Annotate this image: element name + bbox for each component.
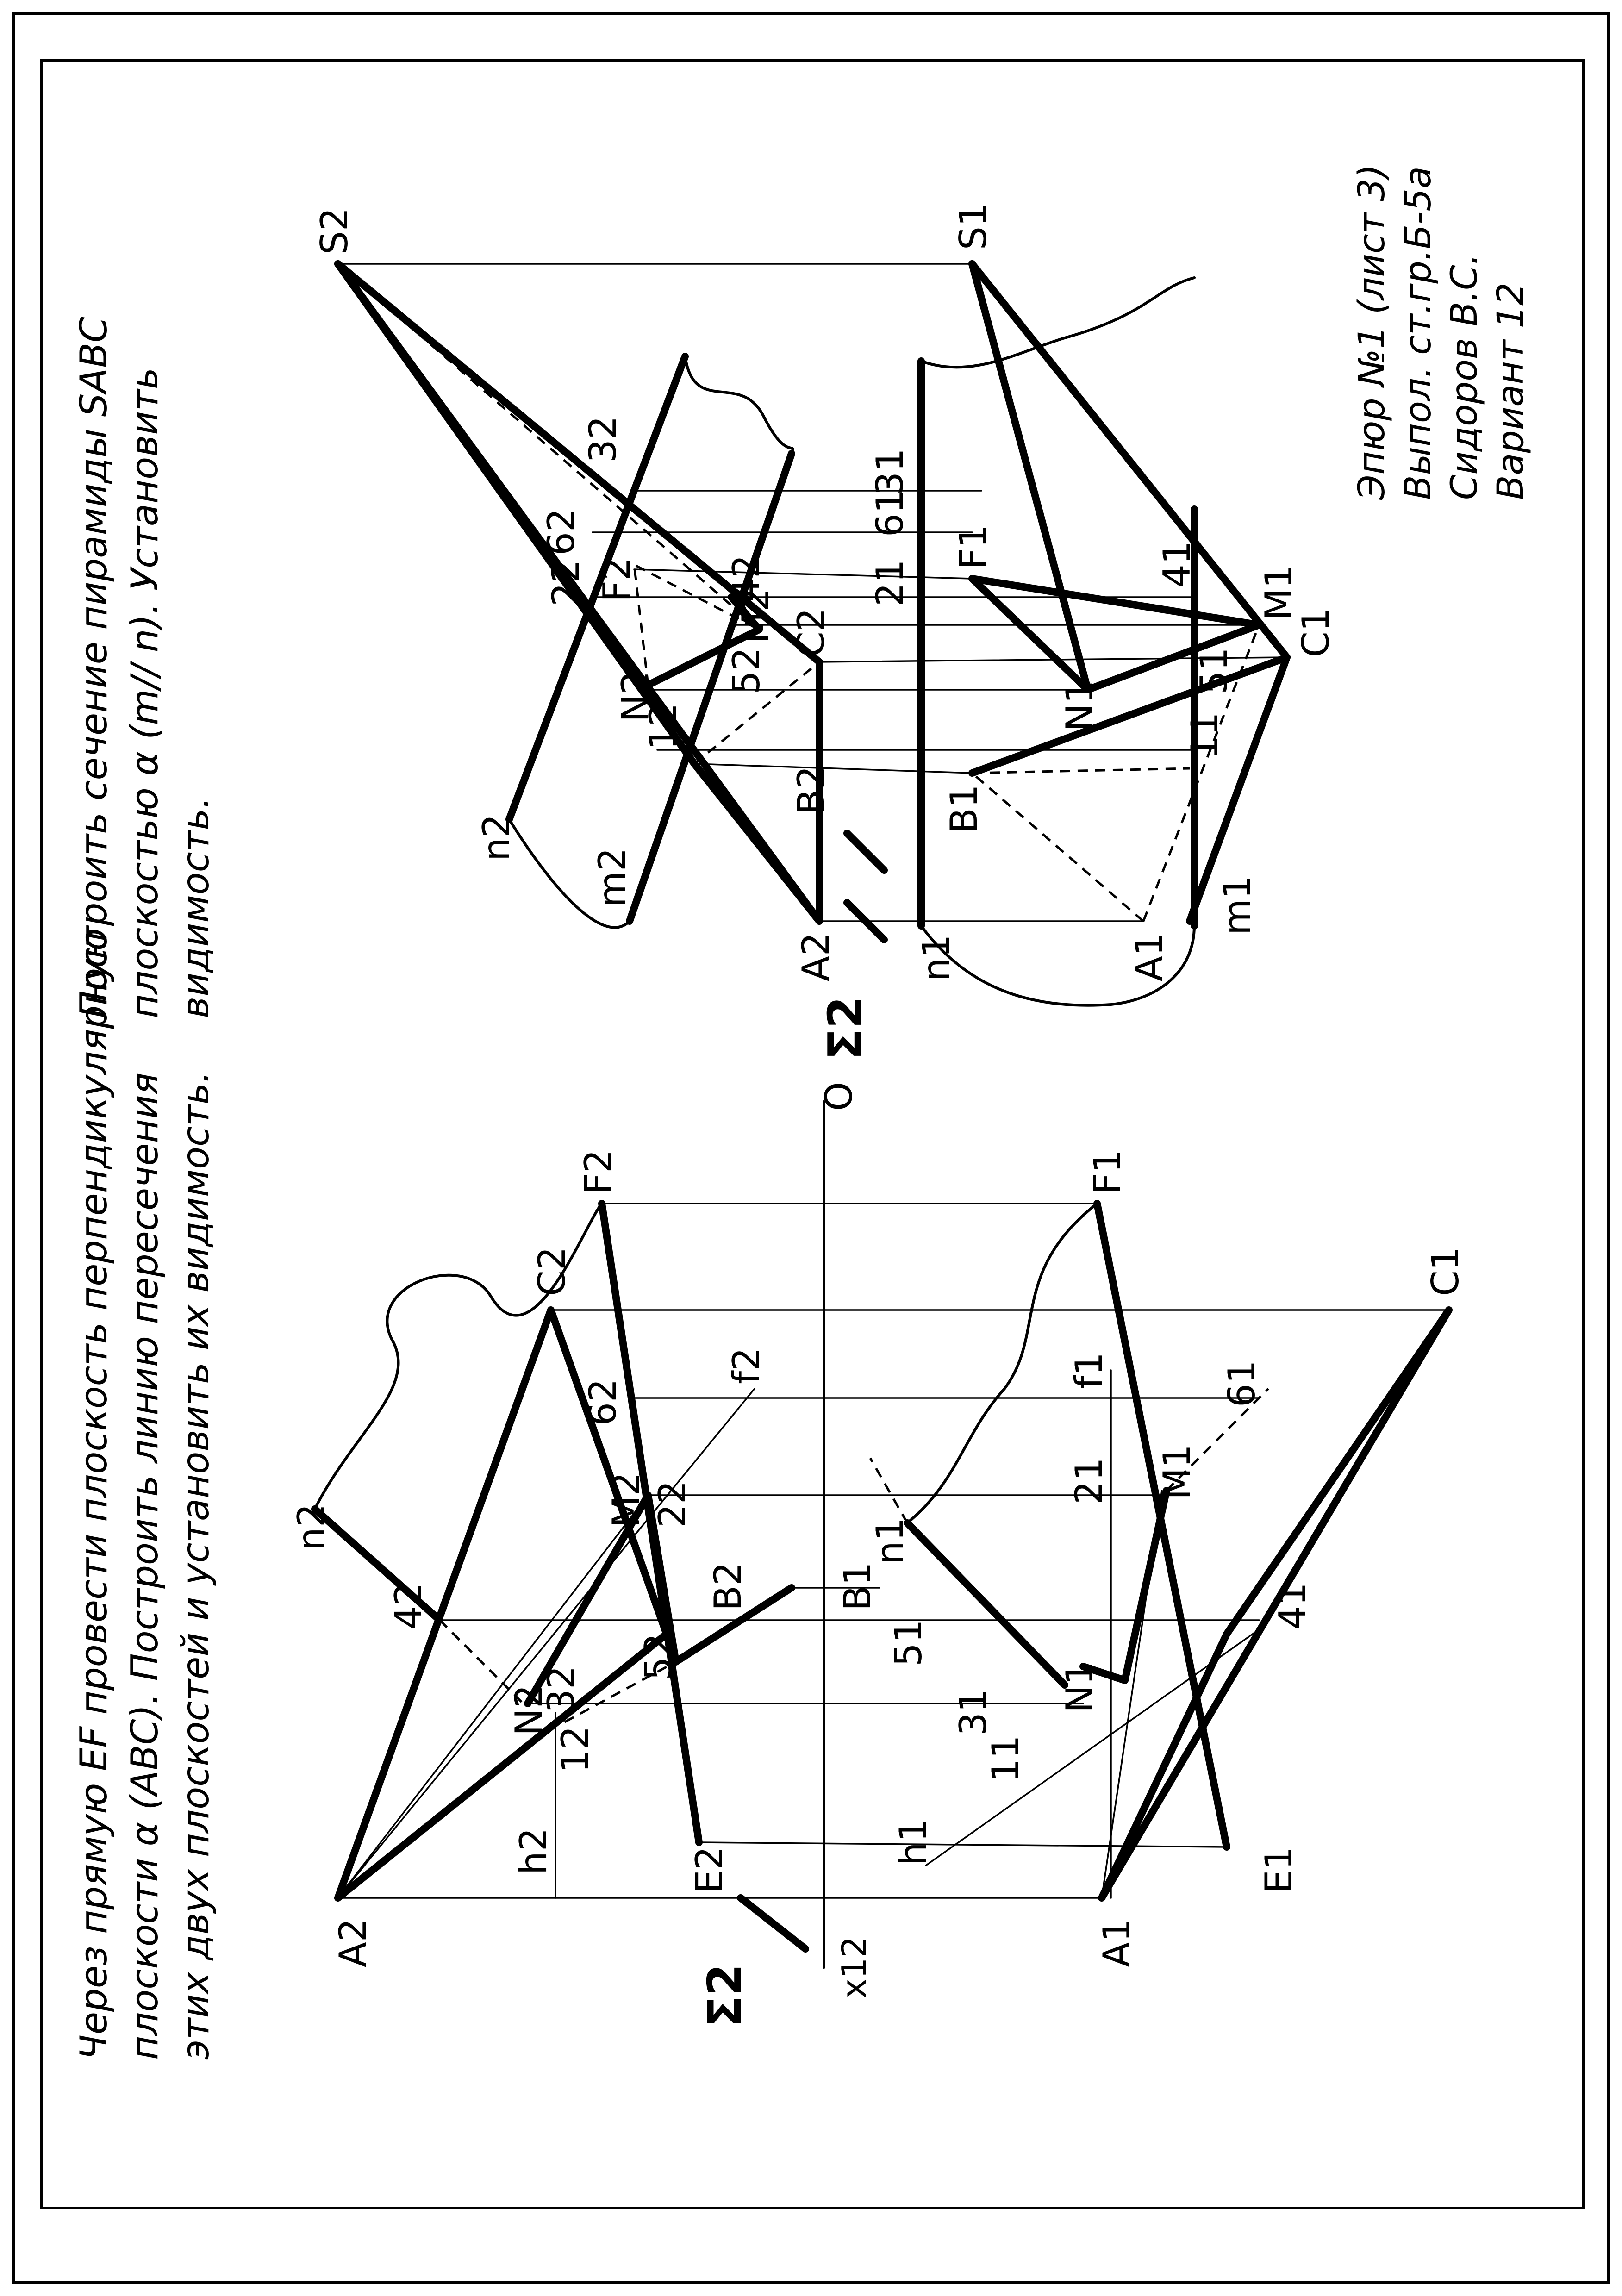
pyramid-top-bc-dash [972,768,1190,773]
label-F1: F1 [1086,1149,1129,1194]
label-B2-r: B2 [790,766,833,815]
stamp-line3: Сидоров В.С. [1444,253,1485,500]
label-p11-r: 11 [1183,712,1226,759]
label-p61: 61 [1220,1360,1263,1407]
label-C1-r: C1 [1294,608,1337,657]
label-N2: N2 [507,1685,550,1736]
label-B1: B1 [836,1562,879,1611]
line-n1 [907,1523,1065,1685]
label-m1-r: m1 [1216,875,1259,935]
label-F1-r: F1 [952,524,995,569]
label-C2: C2 [530,1247,574,1296]
task-left-line2: плоскости α (ABC). Построить линию пересечения [123,1073,166,2060]
stamp-line1: Эпюр №1 (лист 3) [1351,164,1393,500]
label-p12: 12 [554,1726,597,1773]
label-A2: A2 [331,1918,374,1967]
task-right-line3: видимость. [174,797,217,1018]
plane-curve-right-top-2 [921,278,1194,367]
pyramid-top-ab-dash [972,773,1143,921]
label-sigma-r: Σ2 [818,996,872,1060]
label-m2-r: m2 [591,848,634,907]
label-E2: E2 [688,1846,731,1893]
label-A2-r: A2 [794,932,837,981]
label-n2: n2 [290,1504,333,1551]
label-S2: S2 [313,207,356,255]
task-right-text [72,317,217,1018]
task-left-text [72,928,217,2060]
label-p61-r: 61 [868,490,911,537]
label-E1: E1 [1257,1846,1300,1893]
label-N1-r: N1 [1058,680,1101,731]
label-p21-r: 21 [868,559,911,606]
label-f2: f2 [725,1347,768,1384]
label-x12: x12 [835,1936,873,1999]
problem-1-drawing [290,1082,1467,2028]
label-N2-r: N2 [614,671,657,722]
task-left-line3: этих двух плоскостей и установить их видимость. [174,1071,217,2060]
label-p11: 11 [984,1735,1027,1782]
link-b-r [694,764,972,773]
task-left-line1: Через прямую EF провести плоскость перпендикулярную [72,928,115,2060]
label-p52-r: 52 [725,647,768,694]
label-B1-r: B1 [942,784,986,833]
label-p42: 42 [387,1582,430,1629]
pyramid-top-outline [972,264,1287,773]
label-p41-r: 41 [1155,541,1198,588]
pyramid-top-sa [972,264,1088,690]
label-S1: S1 [952,203,995,250]
sigma-trace [741,1898,805,1949]
line-dash-top [870,1458,907,1523]
problem-2-drawing [313,203,1337,1060]
link-e [699,1842,1227,1847]
label-M2: M2 [605,1472,648,1528]
label-p42-r: 42 [725,555,768,602]
label-p51-r: 51 [1192,647,1235,694]
label-F2: F2 [577,1149,620,1194]
label-A1: A1 [1095,1918,1138,1967]
label-B2: B2 [706,1562,749,1611]
label-C2-r: C2 [790,608,833,657]
stamp-line2: Выпол. ст.гр.Б-5а [1397,166,1439,500]
label-n1-r: n1 [915,934,958,981]
label-p31: 31 [952,1689,995,1736]
label-sigma: Σ2 [698,1964,752,2028]
task-right-line1: Построить сечение пирамиды SABC [72,317,115,1018]
label-p22-r: 22 [544,559,587,606]
stamp-line4: Вариант 12 [1490,282,1532,500]
label-p41: 41 [1271,1582,1314,1629]
label-origin: O [817,1082,861,1111]
label-p51: 51 [887,1619,930,1666]
section-line-top [1083,1491,1167,1680]
label-p31-r: 31 [868,448,911,495]
task-right-line2: плоскостью α (m// n). Установить [123,367,166,1018]
label-n2-r: n2 [475,814,518,861]
label-f1: f1 [1067,1352,1110,1389]
plane-curve-right-front-2 [685,356,793,454]
label-p22: 22 [651,1480,694,1528]
label-N1: N1 [1058,1661,1101,1713]
line-a2-m2 [338,1495,648,1898]
label-C1: C1 [1424,1247,1467,1296]
line-f2 [338,1389,755,1898]
label-M1-r: M1 [1257,565,1300,620]
label-p52: 52 [637,1633,680,1680]
label-h1: h1 [892,1818,935,1866]
label-p62-r: 62 [540,508,583,555]
label-p32: 32 [540,1666,583,1713]
label-M2-r: M2 [734,588,777,643]
sigma-trace-r1 [847,833,884,870]
label-p32-r: 32 [581,416,624,463]
label-M1: M1 [1155,1444,1198,1500]
label-h2: h2 [512,1828,555,1875]
label-p12-r: 12 [642,703,685,750]
label-p21: 21 [1067,1457,1110,1504]
label-n1: n1 [868,1517,911,1565]
label-A1-r: A1 [1128,932,1171,981]
stamp-text [1351,164,1532,500]
label-F2-r: F2 [595,557,638,602]
label-p62: 62 [581,1379,624,1426]
